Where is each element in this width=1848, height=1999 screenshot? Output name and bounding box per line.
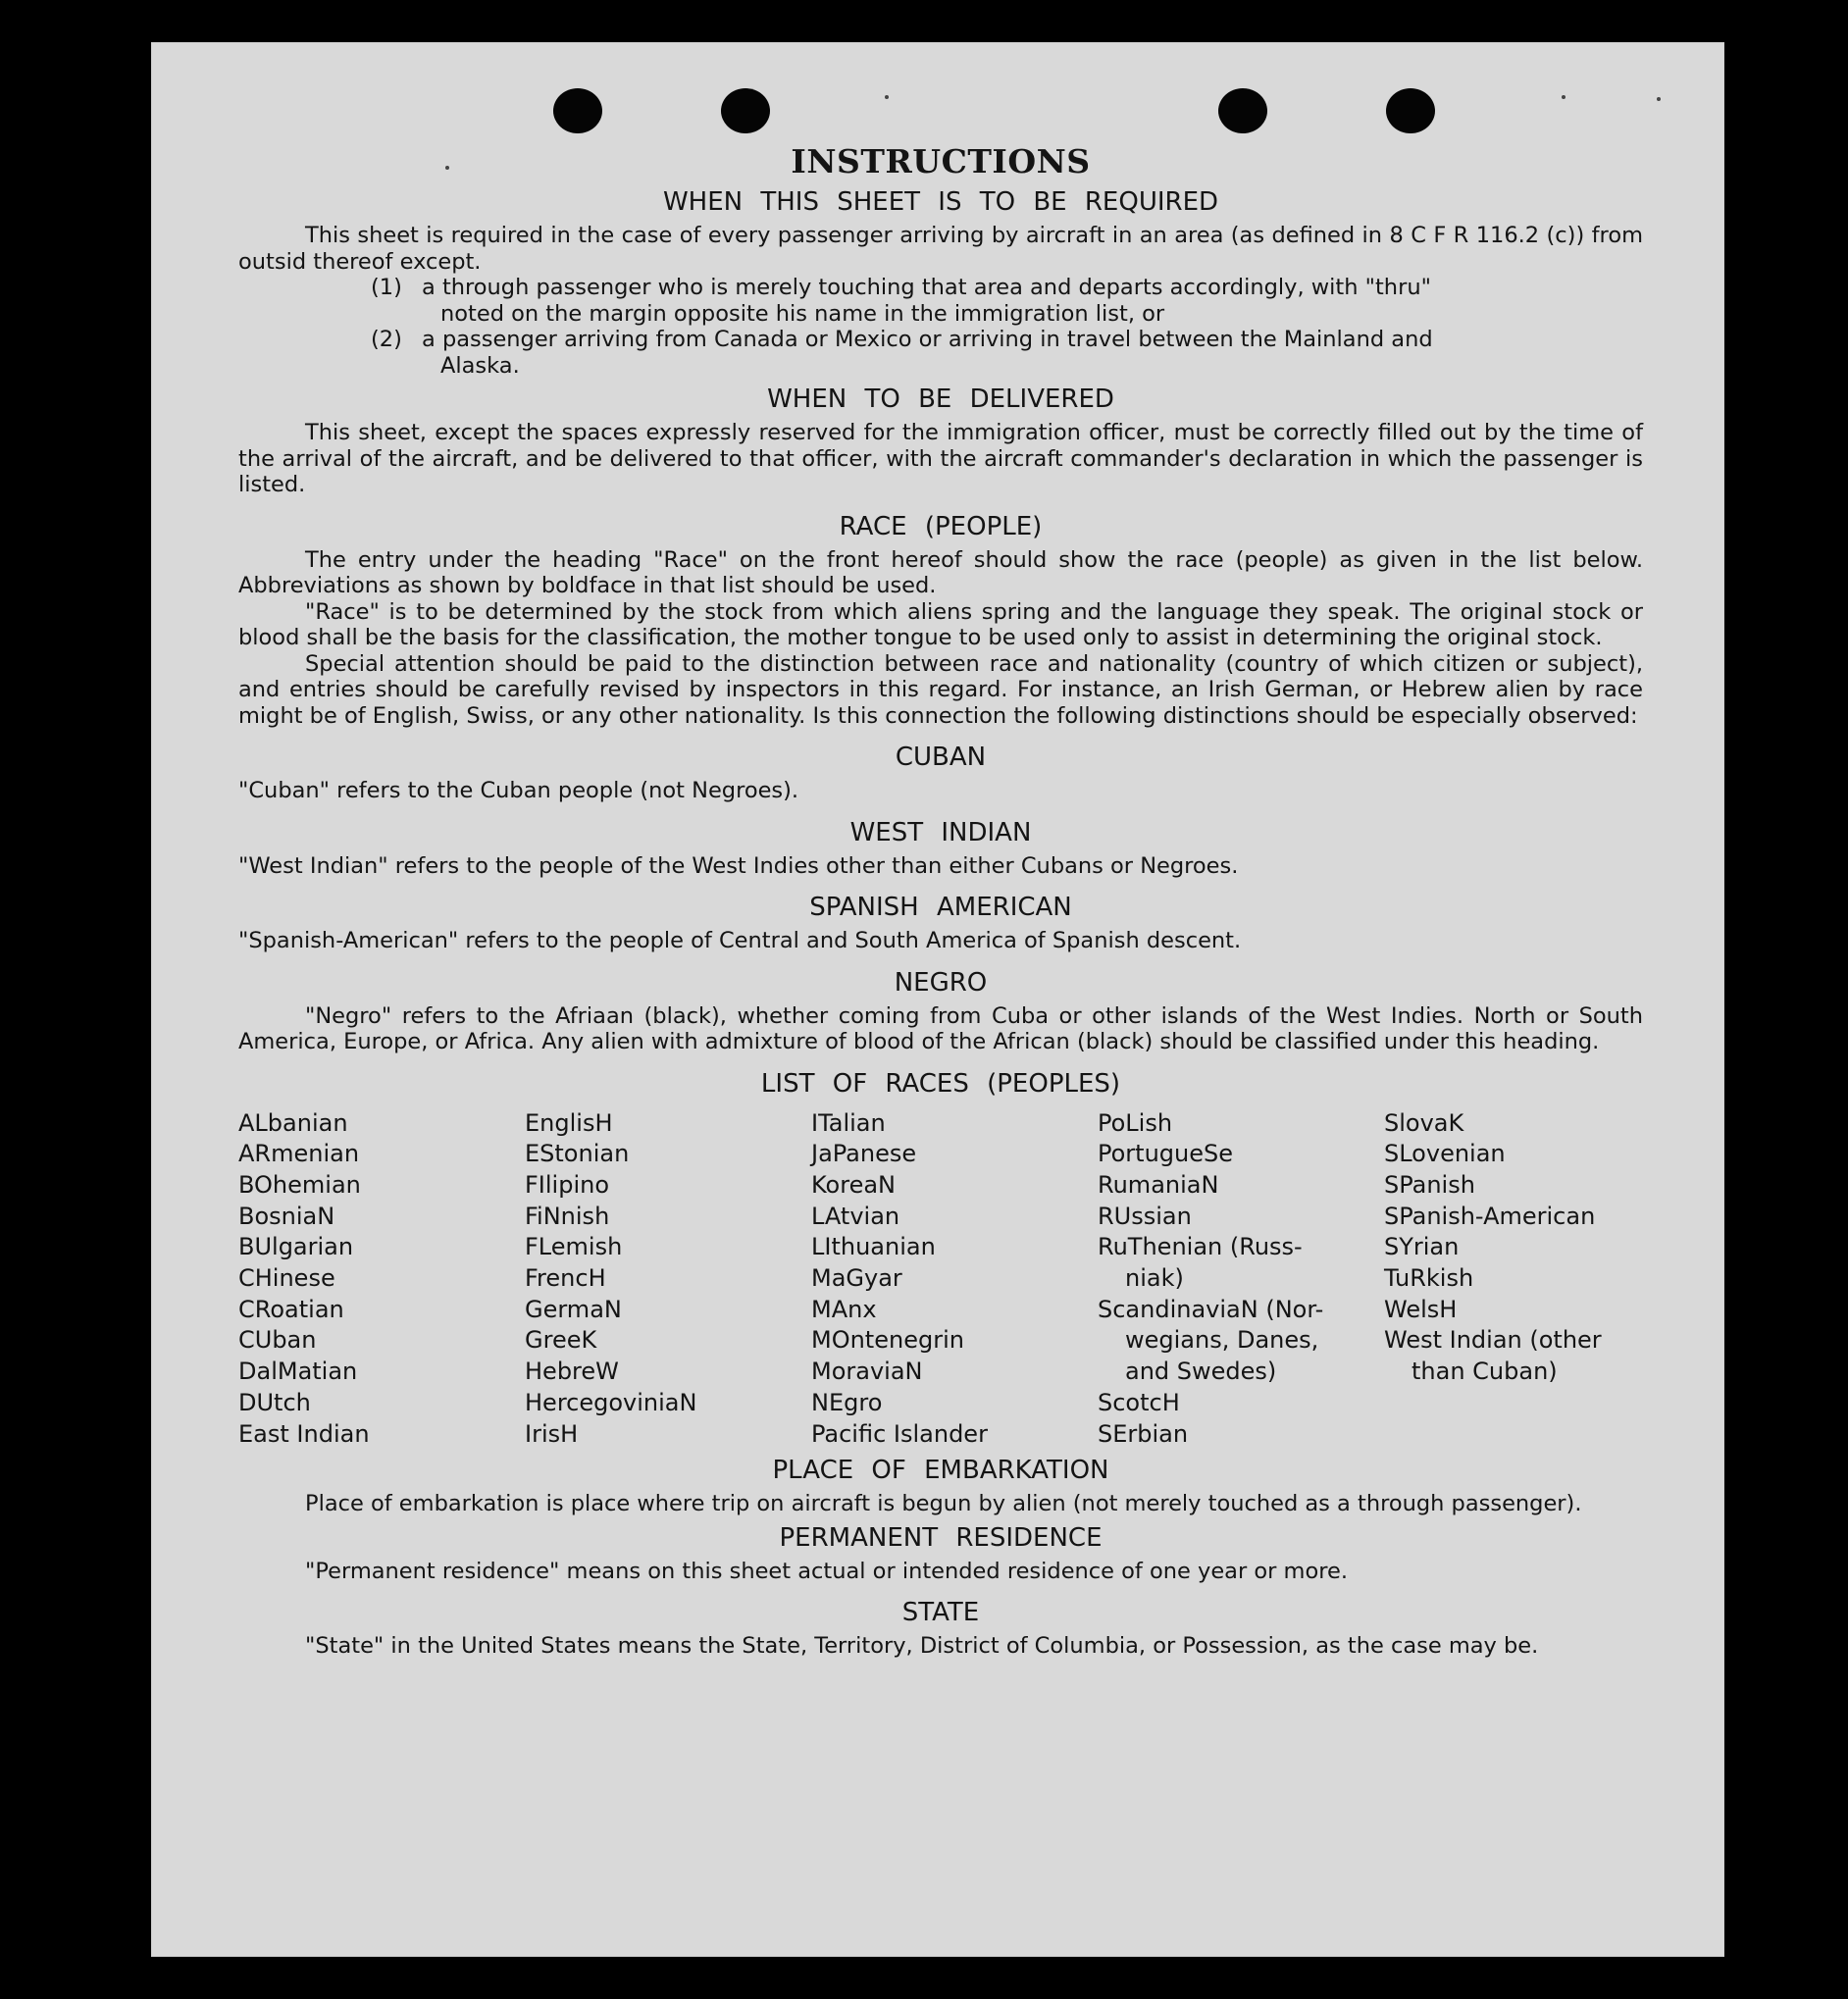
heading-embarkation: PLACE OF EMBARKATION bbox=[772, 1456, 1109, 1486]
residence-text: "Permanent residence" means on this sheet actual or intended residence of one year or more. bbox=[305, 1558, 1348, 1584]
race-item: West Indian (other bbox=[1384, 1326, 1602, 1355]
punch-hole bbox=[553, 88, 602, 133]
race-item: WelsH bbox=[1384, 1295, 1458, 1323]
race-paragraph: "Race" is to be determined by the stock from which aliens spring and the language they speak. The original stock or blood shall be the basis for the classification, the mother tongue to be used only to assist in determining the original stock. bbox=[238, 598, 1643, 650]
race-item: DalMatian bbox=[238, 1358, 358, 1386]
race-item: SlovaK bbox=[1384, 1108, 1464, 1137]
race-item: FIlipino bbox=[525, 1170, 610, 1199]
heading-when-required: WHEN THIS SHEET IS TO BE REQUIRED bbox=[662, 187, 1219, 217]
state-text: "State" in the United States means the State, Territory, District of Columbia, or Possession, as the case may be. bbox=[305, 1633, 1539, 1660]
race-item: RUssian bbox=[1098, 1202, 1192, 1230]
item-text-continued: Alaska. bbox=[440, 352, 520, 379]
required-intro: This sheet is required in the case of every passenger arriving by aircraft in an area (as defined in 8 C F R 116.2 (c)) from outsid thereof except. bbox=[238, 223, 1643, 275]
spanish-american-text: "Spanish-American" refers to the people of Central and South America of Spanish descent. bbox=[238, 928, 1242, 953]
heading-when-delivered: WHEN TO BE DELIVERED bbox=[767, 384, 1114, 414]
cuban-text: "Cuban" refers to the Cuban people (not Negroes). bbox=[238, 778, 799, 803]
race-item: CUban bbox=[238, 1326, 317, 1355]
race-item: wegians, Danes, bbox=[1125, 1326, 1319, 1355]
embarkation-text: Place of embarkation is place where trip on aircraft is begun by alien (not merely touched as a through passenger). bbox=[305, 1491, 1582, 1517]
item-text-continued: noted on the margin opposite his name in the immigration list, or bbox=[440, 300, 1165, 327]
races-list bbox=[238, 1108, 1643, 1451]
race-item: SPanish bbox=[1384, 1170, 1475, 1199]
race-item: KoreaN bbox=[811, 1170, 896, 1199]
races-column bbox=[1384, 1108, 1670, 1451]
race-item: FiNnish bbox=[525, 1202, 610, 1230]
race-item: Pacific Islander bbox=[811, 1419, 988, 1448]
race-item: ITalian bbox=[811, 1108, 886, 1137]
race-item: BUlgarian bbox=[238, 1233, 354, 1261]
document-page bbox=[151, 42, 1724, 1957]
speck bbox=[885, 95, 889, 99]
heading-cuban: CUBAN bbox=[895, 743, 987, 772]
item-text: a passenger arriving from Canada or Mexico or arriving in travel between the Mainland and bbox=[422, 327, 1433, 352]
instructions-content bbox=[238, 142, 1643, 1660]
race-item: JaPanese bbox=[811, 1140, 917, 1168]
heading-negro: NEGRO bbox=[894, 967, 988, 998]
item-number: (2) bbox=[371, 327, 402, 352]
exception-item bbox=[371, 275, 1643, 327]
race-item: MaGyar bbox=[811, 1264, 902, 1293]
race-item: SPanish-American bbox=[1384, 1202, 1596, 1230]
race-item: EStonian bbox=[525, 1140, 630, 1168]
speck bbox=[1657, 97, 1661, 101]
race-item: ScandinaviaN (Nor- bbox=[1098, 1295, 1324, 1323]
heading-permanent-residence: PERMANENT RESIDENCE bbox=[779, 1522, 1103, 1553]
heading-state: STATE bbox=[901, 1598, 980, 1628]
punch-hole bbox=[1218, 88, 1267, 133]
race-item: CHinese bbox=[238, 1264, 335, 1293]
heading-spanish-american: SPANISH AMERICAN bbox=[809, 893, 1072, 922]
race-item: GreeK bbox=[525, 1326, 597, 1355]
races-column bbox=[238, 1108, 525, 1451]
race-item: TuRkish bbox=[1384, 1264, 1474, 1293]
race-item: PoLish bbox=[1098, 1108, 1173, 1137]
heading-west-indian: WEST INDIAN bbox=[849, 817, 1032, 847]
race-item: HercegoviniaN bbox=[525, 1388, 697, 1416]
race-item: and Swedes) bbox=[1125, 1358, 1277, 1386]
speck bbox=[1562, 95, 1566, 99]
page-title: INSTRUCTIONS bbox=[791, 142, 1091, 180]
race-item: NEgro bbox=[811, 1388, 883, 1416]
race-item: MoraviaN bbox=[811, 1358, 923, 1386]
race-item: ALbanian bbox=[238, 1108, 348, 1137]
race-item: DUtch bbox=[238, 1388, 311, 1416]
delivered-text: This sheet, except the spaces expressly reserved for the immigration officer, must be correctly filled out by the time of the arrival of the aircraft, and be delivered to that officer, with the aircraft commander's declaration in which the passenger is listed. bbox=[238, 420, 1643, 497]
race-item: ARmenian bbox=[238, 1140, 360, 1168]
race-item: HebreW bbox=[525, 1358, 619, 1386]
race-item: SErbian bbox=[1098, 1419, 1189, 1448]
race-item: RuThenian (Russ- bbox=[1098, 1233, 1303, 1261]
races-column bbox=[1098, 1108, 1384, 1451]
negro-text: "Negro" refers to the Afriaan (black), whether coming from Cuba or other islands of the West Indies. North or South America, Europe, or Africa. Any alien with admixture of blood of the African (black) should be classified under this heading. bbox=[238, 1002, 1643, 1054]
race-item: GermaN bbox=[525, 1295, 622, 1323]
west-indian-text: "West Indian" refers to the people of the West Indies other than either Cubans or Negroes. bbox=[238, 852, 1239, 879]
race-item: EnglisH bbox=[525, 1108, 613, 1137]
race-item: MAnx bbox=[811, 1295, 877, 1323]
item-text: a through passenger who is merely touching that area and departs accordingly, with "thru" bbox=[422, 275, 1431, 300]
race-item: BosniaN bbox=[238, 1202, 335, 1230]
punch-hole bbox=[721, 88, 770, 133]
race-item: LAtvian bbox=[811, 1202, 900, 1230]
race-paragraph: The entry under the heading "Race" on the front hereof should show the race (people) as given in the list below. Abbreviations as shown by boldface in that list should be used. bbox=[238, 546, 1643, 598]
race-item: ScotcH bbox=[1098, 1388, 1180, 1416]
punch-hole bbox=[1386, 88, 1435, 133]
heading-list-of-races: LIST OF RACES (PEOPLES) bbox=[760, 1068, 1121, 1099]
race-item: RumaniaN bbox=[1098, 1170, 1219, 1199]
race-item: FrencH bbox=[525, 1264, 606, 1293]
race-item: East Indian bbox=[238, 1419, 370, 1448]
race-item: SYrian bbox=[1384, 1233, 1460, 1261]
race-item: than Cuban) bbox=[1412, 1358, 1558, 1386]
race-item: CRoatian bbox=[238, 1295, 344, 1323]
race-item: niak) bbox=[1125, 1264, 1184, 1293]
race-item: LIthuanian bbox=[811, 1233, 936, 1261]
race-paragraph: Special attention should be paid to the distinction between race and nationality (country of which citizen or subject), and entries should be carefully revised by inspectors in this regard. For instance, an Irish German, or Hebrew alien by race might be of English, Swiss, or any other nationality. Is this connection the following distinctions should be especially observed: bbox=[238, 650, 1643, 729]
race-item: SLovenian bbox=[1384, 1140, 1506, 1168]
race-item: BOhemian bbox=[238, 1170, 361, 1199]
races-column bbox=[525, 1108, 811, 1451]
races-column bbox=[811, 1108, 1098, 1451]
item-number: (1) bbox=[371, 275, 402, 300]
heading-race: RACE (PEOPLE) bbox=[839, 511, 1043, 541]
race-item: PortugueSe bbox=[1098, 1140, 1233, 1168]
race-item: IrisH bbox=[525, 1419, 579, 1448]
exception-item bbox=[371, 327, 1643, 379]
race-item: MOntenegrin bbox=[811, 1326, 964, 1355]
race-item: FLemish bbox=[525, 1233, 623, 1261]
